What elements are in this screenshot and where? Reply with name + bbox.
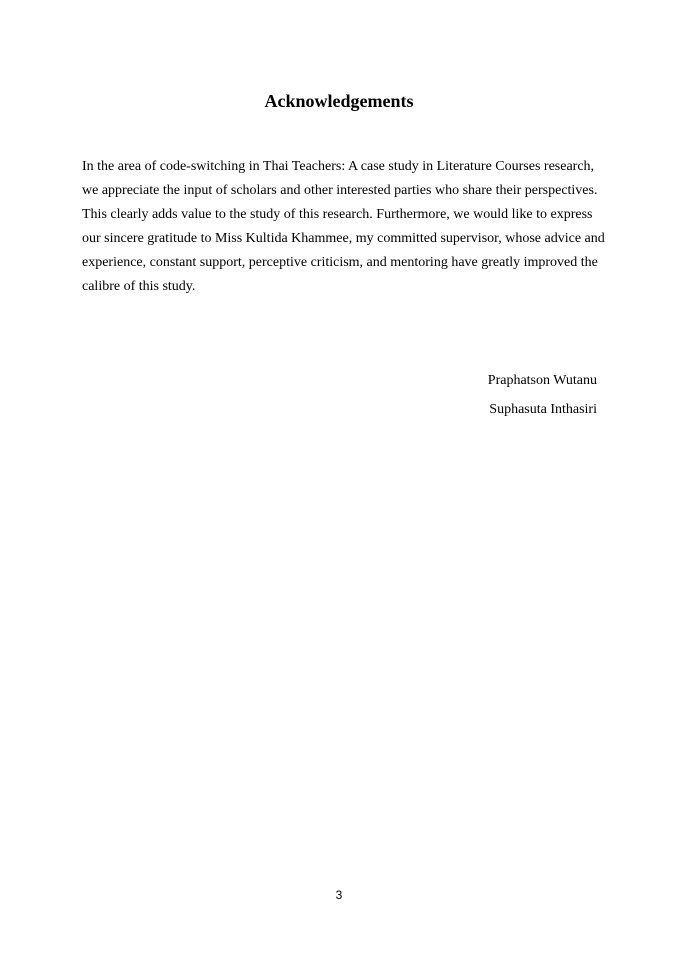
page-title: Acknowledgements (264, 91, 414, 111)
signature-block (488, 366, 597, 424)
paragraph-line: we appreciate the input of scholars and other interested parties who share their perspectives. (82, 183, 598, 198)
paragraph-line: experience, constant support, perceptive criticism, and mentoring have greatly improved the (82, 255, 598, 270)
acknowledgement-paragraph (82, 155, 612, 299)
signatory-name: Suphasuta Inthasiri (489, 402, 597, 417)
paragraph-line: This clearly adds value to the study of this research. Furthermore, we would like to express (82, 207, 593, 222)
paragraph-line: calibre of this study. (82, 279, 196, 294)
signatory-name: Praphatson Wutanu (487, 373, 597, 388)
page-number: 3 (335, 888, 343, 902)
paragraph-line: our sincere gratitude to Miss Kultida Khammee, my committed supervisor, whose advice and (82, 231, 605, 246)
paragraph-line: In the area of code-switching in Thai Teachers: A case study in Literature Courses research, (82, 159, 595, 174)
